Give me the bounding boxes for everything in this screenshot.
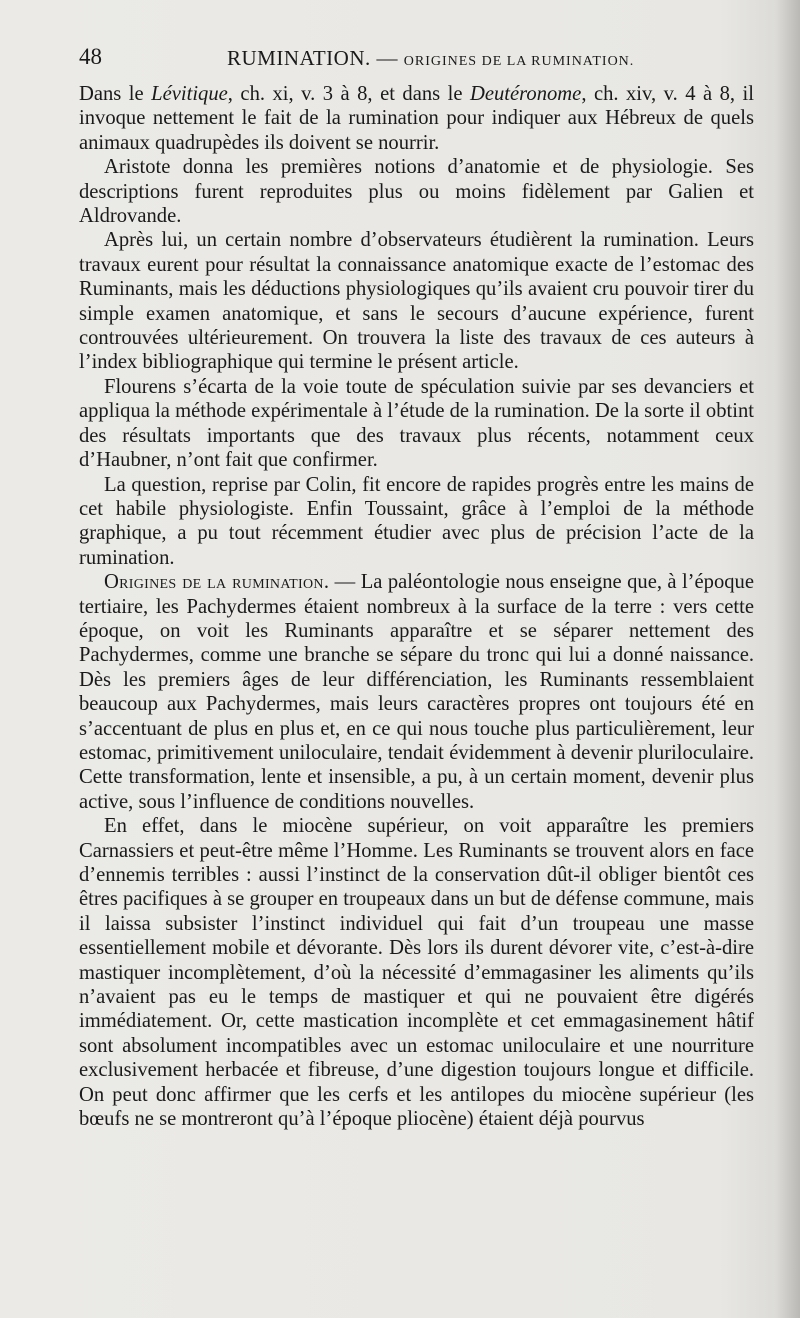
- paragraph-flourens: Flourens s’écarta de la voie toute de spéculation suivie par ses devanciers et appliqua la méthode expérimentale à l’étude de la rumination. De la sorte il obtint des résultats importants que des travaux plus récents, notamment ceux d’Haubner, n’ont fait que confirmer.: [79, 375, 754, 472]
- paragraph-text: , ch. xiv, v. 4 à 8, il invoque nettement le fait de la rumination pour indiquer aux Hébreux de quels animaux quadrupèdes ils doivent se nourrir.: [79, 83, 754, 154]
- running-head: [227, 46, 634, 71]
- running-subtitle: ORIGINES DE LA RUMINATION.: [403, 54, 635, 69]
- paragraph-miocene: En effet, dans le miocène supérieur, on voit apparaître les premiers Carnassiers et peut-être même l’Homme. Les Ruminants se trouvent alors en face d’ennemis terribles : aussi l’instinct de la conservation dût-il obliger bientôt ces êtres pacifiques à se grouper en troupeaux dans un but de défense commune, mais il laissa subsister l’instinct individuel qui fait d’un troupeau une masse essentiellement mobile et dévorante. Dès lors ils durent dévorer vite, c’est-à-dire mastiquer incomplètement, d’où la nécessité d’emmagasiner les aliments qu’ils n’avaient pas eu le temps de mastiquer et qui ne pouvaient être digérés immédiatement. Or, cette mastication incomplète et cet emmagasinement hâtif sont absolument incompatibles avec un estomac uniloculaire et une nourriture exclusivement herbacée et fibreuse, d’une digestion toujours longue et difficile. On peut donc affirmer que les cerfs et les antilopes du miocène supérieur (les bœufs ne se montreront qu’à l’époque pliocène) étaient déjà pourvus: [79, 815, 754, 1131]
- paragraph-origines: [79, 570, 754, 814]
- paragraph-colin: La question, reprise par Colin, fit encore de rapides progrès entre les mains de cet habile physiologiste. Enfin Toussaint, grâce à l’emploi de la méthode graphique, a pu tout récemment étudier avec plus de précision l’acte de la rumination.: [79, 473, 754, 569]
- running-head-dash: —: [376, 46, 398, 70]
- paragraph-text: , ch. xi, v. 3 à 8, et dans le: [227, 83, 470, 105]
- paragraph-text: Dans le: [79, 83, 152, 105]
- paragraph-text: La paléontologie nous enseigne que, à l’époque tertiaire, les Pachydermes étaient nombreux à la surface de la terre : vers cette époque, on voit les Ruminants apparaître et se séparer nettement des Pachydermes, comme une branche se sépare du tronc qui lui a donné naissance. Dès les premiers âges de leur différenciation, les Ruminants ressemblaient beaucoup aux Pachydermes, mais leurs caractères propres ont toujours été en s’accentuant de plus en plus et, en ce qui nous touche plus particulièrement, leur estomac, primitivement uniloculaire, tendait évidemment à devenir pluriloculaire. Cette transformation, lente et insensible, a pu, à un certain moment, devenir plus active, sous l’influence de conditions nouvelles.: [79, 571, 754, 813]
- body-text: [79, 82, 754, 1131]
- paragraph-leviticus: [79, 82, 754, 155]
- paragraph-observateurs: Après lui, un certain nombre d’observateurs étudièrent la rumination. Leurs travaux eurent pour résultat la connaissance anatomique exacte de l’estomac des Ruminants, mais les déductions physiologiques qu’ils avaient cru pouvoir tirer du simple examen anatomique, et sans le secours d’aucune expérience, furent controuvées ultérieurement. On trouvera la liste des travaux de ces auteurs à l’index bibliographique qui termine le présent article.: [79, 229, 754, 374]
- section-heading: Origines de la rumination.: [104, 571, 330, 594]
- running-title: RUMINATION.: [227, 46, 371, 70]
- book-title-deuteronomy: Deutéronome: [469, 83, 582, 105]
- paragraph-aristote: Aristote donna les premières notions d’anatomie et de physiologie. Ses descriptions furent reproduites plus ou moins fidèlement par Galien et Aldrovande.: [79, 156, 754, 228]
- page-header: [79, 38, 754, 82]
- book-title-leviticus: Lévitique: [151, 83, 228, 105]
- section-heading-dash: —: [329, 571, 361, 594]
- page-number: 48: [79, 44, 102, 69]
